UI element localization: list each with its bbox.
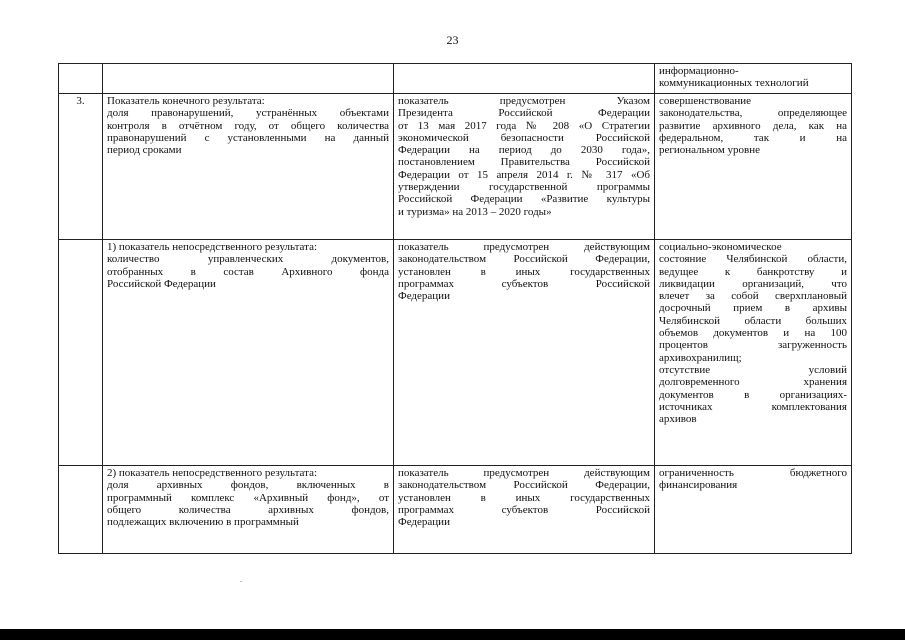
cell-line: архивов <box>659 413 697 426</box>
cell-line: совершенствование <box>659 95 752 107</box>
cell-line: правонарушений с установленными на данный <box>107 131 389 144</box>
cell-factors <box>655 94 852 240</box>
cell-line: финансирования <box>659 479 738 492</box>
cell-line: доля архивных фондов, включенных в <box>107 479 389 492</box>
cell-line: законодательства, определяющее <box>659 107 847 120</box>
row-number <box>59 240 103 466</box>
cell-basis <box>394 94 655 240</box>
cell-line: документов в организациях- <box>659 388 847 401</box>
cell-indicator <box>103 240 394 466</box>
cell-line: состояние Челябинской области, <box>659 253 847 266</box>
cell-line: Показатель конечного результата: <box>107 95 265 107</box>
cell-line: источниках комплектования <box>659 400 847 413</box>
cell-line: законодательством Российской Федерации, <box>398 479 650 492</box>
cell-line: Федерации <box>398 516 450 529</box>
cell-line: Президента Российской Федерации <box>398 107 650 120</box>
cell-line: установлен в иных государственных <box>398 491 650 504</box>
cell-line: показатель предусмотрен действующим <box>398 467 650 479</box>
cell-basis <box>394 466 655 554</box>
row-number: 3. <box>59 94 103 240</box>
cell-line: информационно- <box>659 65 739 77</box>
cell-line: программный комплекс «Архивный фонд», от <box>107 491 389 504</box>
cell-factors <box>655 466 852 554</box>
cell-basis <box>394 64 655 94</box>
cell-line: установлен в иных государственных <box>398 265 650 278</box>
cell-line: федеральном, так и на <box>659 131 847 144</box>
cell-basis <box>394 240 655 466</box>
cell-indicator <box>103 466 394 554</box>
cell-line: ликвидации организаций, что <box>659 277 847 290</box>
cell-line: архивохранилищ; <box>659 351 742 364</box>
row-number <box>59 466 103 554</box>
cell-line: долговременного хранения <box>659 376 847 389</box>
table-row-3-1 <box>59 240 852 466</box>
cell-line: Федерации на период до 2030 года», <box>398 144 650 157</box>
table-row-3-2 <box>59 466 852 554</box>
cell-line: Российской Федерации «Развитие культуры <box>398 193 650 206</box>
cell-line: социально-экономическое <box>659 241 782 253</box>
cell-line: Челябинской области больших <box>659 314 847 327</box>
cell-line: Российской Федерации <box>107 277 216 290</box>
scan-border <box>0 629 905 640</box>
table-row-continuation <box>59 64 852 94</box>
cell-line: общего количества архивных фондов, <box>107 503 389 516</box>
cell-line: региональном уровне <box>659 144 761 157</box>
cell-line: досрочный прием в архивы <box>659 302 847 315</box>
cell-line: Федерации от 15 апреля 2014 г. № 317 «Об <box>398 168 650 181</box>
cell-line: 1) показатель непосредственного результата: <box>107 241 318 253</box>
cell-factors <box>655 240 852 466</box>
cell-line: 2) показатель непосредственного результата: <box>107 467 318 479</box>
cell-line: доля правонарушений, устранённых объектами <box>107 107 389 120</box>
cell-line: программах субъектов Российской <box>398 277 650 290</box>
cell-indicator <box>103 94 394 240</box>
cell-line: количество управленческих документов, <box>107 253 389 266</box>
cell-indicator <box>103 64 394 94</box>
cell-line: Федерации <box>398 290 450 303</box>
cell-line: развитие архивного дела, как на <box>659 119 847 132</box>
cell-line: от 13 мая 2017 года № 208 «О Стратегии <box>398 119 650 132</box>
cell-line: коммуникационных технологий <box>659 77 809 90</box>
cell-line: подлежащих включению в программный <box>107 516 299 529</box>
cell-line: показатель предусмотрен действующим <box>398 241 650 253</box>
cell-line: период сроками <box>107 144 182 157</box>
page-number: 23 <box>446 33 459 47</box>
cell-line: процентов загруженность <box>659 339 847 352</box>
cell-line: утверждении государственной программы <box>398 181 650 194</box>
cell-line: и туризма» на 2013 – 2020 годы» <box>398 205 552 218</box>
scan-mark <box>240 581 242 582</box>
cell-line: законодательством Российской Федерации, <box>398 253 650 266</box>
cell-line: показатель предусмотрен Указом <box>398 95 650 107</box>
cell-line: объемов документов и на 100 <box>659 327 847 340</box>
cell-line: постановлением Правительства Российской <box>398 156 650 169</box>
cell-line: программах субъектов Российской <box>398 503 650 516</box>
cell-line: ведущее к банкротству и <box>659 265 847 278</box>
cell-line: экономической безопасности Российской <box>398 131 650 144</box>
table-row-3 <box>59 94 852 240</box>
cell-line: влечет за собой сверхплановый <box>659 290 847 303</box>
cell-line: контроля в отчётном году, от общего количества <box>107 119 389 132</box>
indicators-table <box>58 63 852 554</box>
cell-num <box>59 64 103 94</box>
cell-line: отобранных в состав Архивного фонда <box>107 265 389 278</box>
cell-factors <box>655 64 852 94</box>
cell-line: отсутствие условий <box>659 363 847 376</box>
cell-line: ограниченность бюджетного <box>659 467 847 479</box>
